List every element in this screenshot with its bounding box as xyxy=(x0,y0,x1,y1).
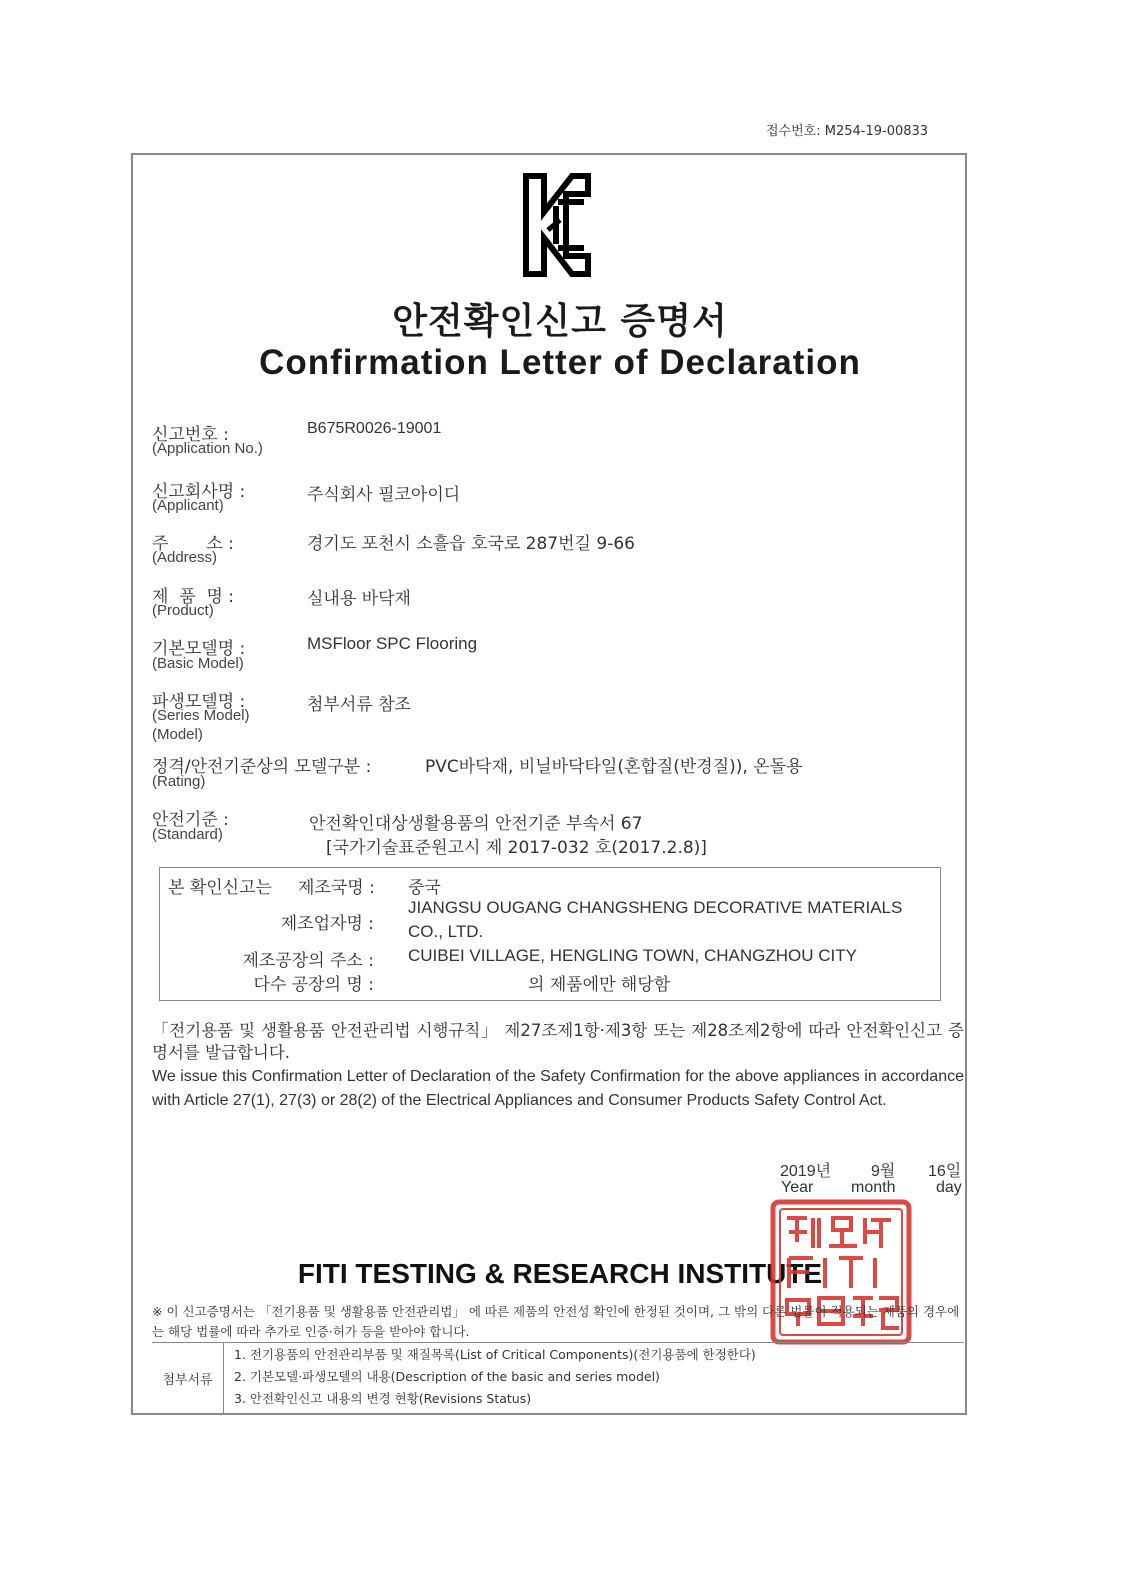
standard-value-2: [국가기술표준원고시 제 2017-032 호(2017.2.8)] xyxy=(326,838,707,858)
address-sublabel: (Address) xyxy=(152,549,218,566)
address-label: 주 소 : xyxy=(152,534,234,554)
standard-value: 안전확인대상생활용품의 안전기준 부속서 67 xyxy=(309,814,643,834)
attachment-item: 3. 안전확인신고 내용의 변경 현황(Revisions Status) xyxy=(234,1391,532,1406)
attachment-item: 1. 전기용품의 안전관리부품 및 재질목록(List of Critical Components)(전기용품에 한정한다) xyxy=(234,1347,756,1362)
statement-english: We issue this Confirmation Letter of Declaration of the Safety Confirmation for the above appliances in accordance with Article 27(1), 27(3) or 28(2) of the Electrical Appliances and Consumer Products Safety Control Act. xyxy=(152,1068,964,1109)
date-month-en: month xyxy=(851,1179,896,1196)
manufacturer-intro: 본 확인신고는 xyxy=(168,878,272,898)
attachment-item: 2. 기본모델·파생모델의 내용(Description of the basic and series model) xyxy=(234,1369,660,1384)
institute-name: FITI TESTING & RESEARCH INSTITUTE xyxy=(297,1258,823,1289)
maker-value-line1: JIANGSU OUGANG CHANGSHENG DECORATIVE MATERIALS xyxy=(408,898,903,917)
multi-factory-value: 의 제품에만 해당함 xyxy=(528,975,671,995)
basic-model-sublabel: (Basic Model) xyxy=(152,655,244,672)
application-no-label: 신고번호 : xyxy=(152,425,229,445)
maker-label: 제조업자명 : xyxy=(280,914,374,934)
address-value: 경기도 포천시 소흘읍 호국로 287번길 9-66 xyxy=(307,534,635,554)
rating-label: 정격/안전기준상의 모델구분 : xyxy=(152,757,372,777)
country-label: 제조국명 : xyxy=(298,878,375,898)
series-model-sublabel: (Series Model) xyxy=(152,707,250,724)
basic-model-value: MSFloor SPC Flooring xyxy=(307,634,478,653)
product-sublabel: (Product) xyxy=(152,602,214,619)
maker-value-line2: CO., LTD. xyxy=(408,922,484,941)
series-model-sublabel-2: (Model) xyxy=(152,726,203,743)
legal-note: ※ 이 신고증명서는 「전기용품 및 생활용품 안전관리법」 에 따른 제품의 안전성 확인에 한정된 것이며, 그 밖의 다른 법률이 적용되는 제품의 경우에는 해당 법률에 따라 추가로 인증·허가 등을 받아야 합니다. xyxy=(152,1304,960,1339)
series-model-value: 첨부서류 참조 xyxy=(307,695,411,715)
statement-korean: 「전기용품 및 생활용품 안전관리법 시행규칙」 제27조제1항·제3항 또는 제28조제2항에 따라 안전확인신고 증명서를 발급합니다. xyxy=(152,1021,964,1062)
rating-value: PVC바닥재, 비닐바닥타일(혼합질(반경질)), 온돌용 xyxy=(425,757,803,777)
series-model-label: 파생모델명 : xyxy=(152,692,246,712)
product-label: 제 품 명 : xyxy=(152,587,235,607)
page-title-korean: 안전확인신고 증명서 xyxy=(392,301,728,342)
date-year-en: Year xyxy=(781,1179,814,1196)
factory-label: 제조공장의 주소 : xyxy=(242,951,374,971)
attachments-label: 첨부서류 xyxy=(152,1343,224,1413)
rating-sublabel: (Rating) xyxy=(152,773,206,790)
standard-label: 안전기준 : xyxy=(152,810,229,830)
page-title-english: Confirmation Letter of Declaration xyxy=(259,343,861,382)
date-day: 16일 xyxy=(928,1163,962,1180)
basic-model-label: 기본모델명 : xyxy=(152,639,246,659)
multi-factory-label: 다수 공장의 명 : xyxy=(253,975,374,995)
applicant-label: 신고회사명 : xyxy=(152,482,246,502)
factory-value: CUIBEI VILLAGE, HENGLING TOWN, CHANGZHOU CITY xyxy=(408,946,857,965)
country-value: 중국 xyxy=(408,878,441,898)
application-no-value: B675R0026-19001 xyxy=(307,420,442,437)
standard-sublabel: (Standard) xyxy=(152,826,223,843)
applicant-sublabel: (Applicant) xyxy=(152,497,224,514)
kc-mark-icon xyxy=(522,172,592,278)
date-year: 2019년 xyxy=(780,1163,832,1180)
application-no-sublabel: (Application No.) xyxy=(152,440,263,457)
receipt-number: 접수번호: M254-19-00833 xyxy=(766,124,929,139)
date-day-en: day xyxy=(936,1179,962,1196)
attachments-table xyxy=(152,1342,964,1412)
date-month: 9월 xyxy=(871,1163,896,1180)
product-value: 실내용 바닥재 xyxy=(307,589,411,609)
applicant-value: 주식회사 필코아이디 xyxy=(307,485,461,505)
